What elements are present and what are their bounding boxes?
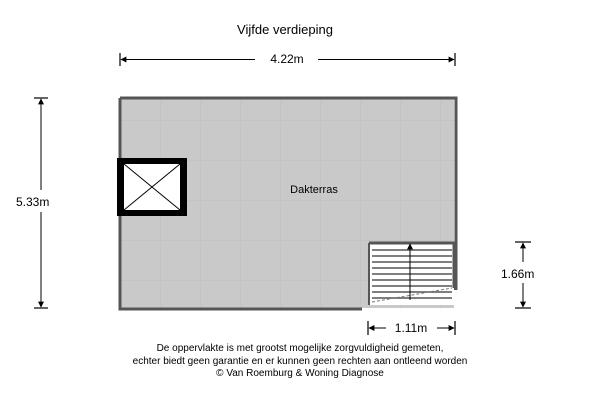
dimension-stair-width: [368, 321, 455, 335]
disclaimer-line-1: De oppervlakte is met grootst mogelijke zorgvuldigheid gemeten,: [156, 343, 444, 354]
dimension-width-label: 4.22m: [270, 52, 304, 66]
disclaimer-line-2: echter biedt geen garantie en er kunnen geen rechten aan ontleend worden: [132, 355, 468, 367]
staircase: [369, 243, 454, 305]
dimension-stair-height-label: 1.66m: [501, 267, 535, 281]
copyright-line: © Van Roemburg & Woning Diagnose: [216, 368, 384, 379]
skylight-icon: [117, 158, 187, 216]
dimension-stair-width-label: 1.11m: [394, 321, 428, 335]
room-label: Dakterras: [290, 184, 338, 196]
floor-title: Vijfde verdieping: [237, 22, 333, 37]
dimension-stair-height: [501, 242, 534, 308]
dimension-top: [120, 52, 455, 66]
disclaimer: [0, 343, 600, 381]
dimension-left: [16, 98, 49, 308]
dimension-height-label: 5.33m: [16, 195, 50, 209]
